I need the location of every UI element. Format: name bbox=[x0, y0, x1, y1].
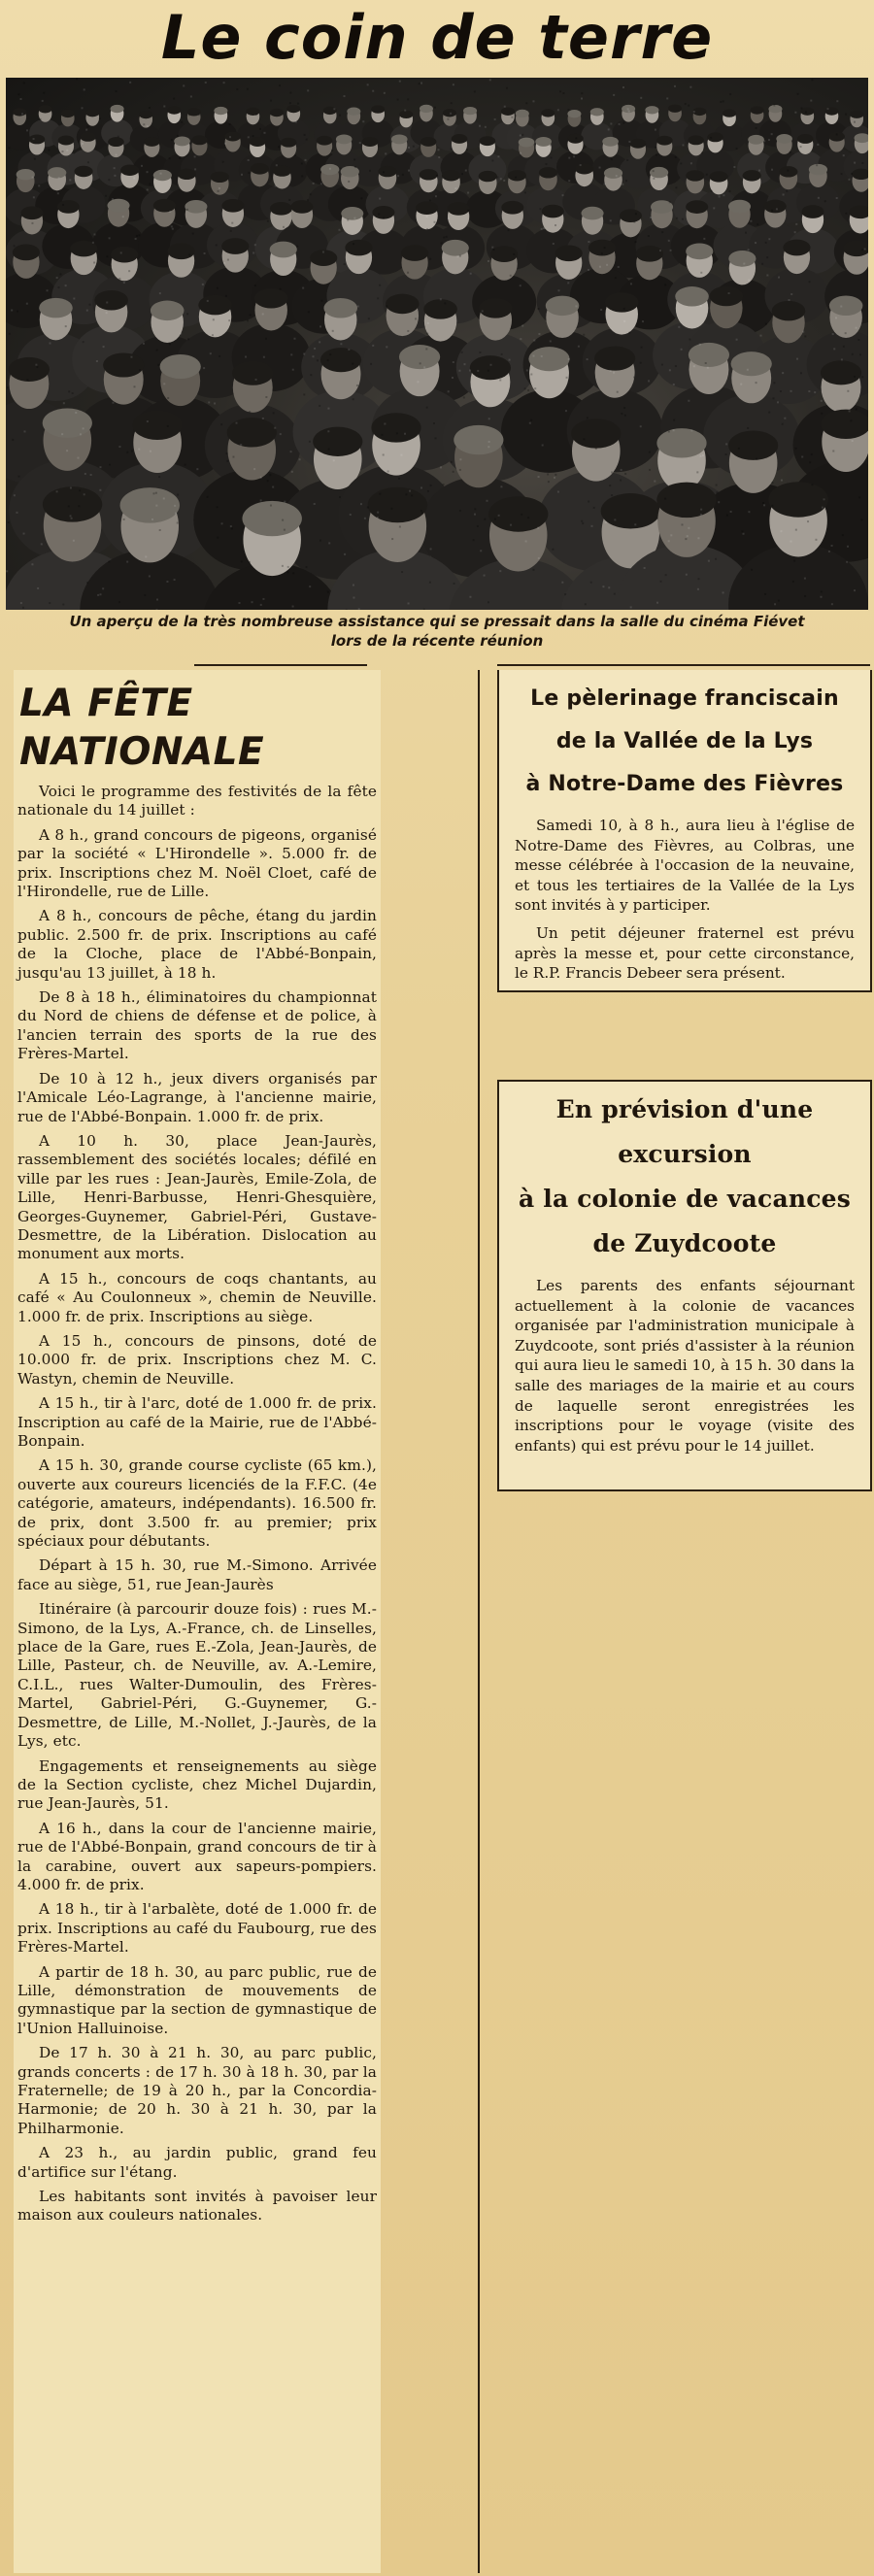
article-paragraph: A 8 h., concours de pêche, étang du jardin public. 2.500 fr. de prix. Inscriptions au café de la Cloche, place de l'Abbé-Bonpain, jusqu'au 13 juillet, à 18 h. bbox=[17, 907, 377, 982]
excursion-title-line-2: à la colonie de vacances bbox=[518, 1185, 852, 1213]
article-paragraph: A partir de 18 h. 30, au parc public, rue de Lille, démonstration de mouvements de gymnastique par la section de gymnastique de l'Union Halluinoise. bbox=[17, 1962, 377, 2037]
article-paragraph: A 15 h., concours de coqs chantants, au café « Au Coulonneux », chemin de Neuville. 1.000 fr. de prix. Inscriptions au siège. bbox=[17, 1269, 377, 1325]
article-paragraph: Départ à 15 h. 30, rue M.-Simono. Arrivée face au siège, 51, rue Jean-Jaurès bbox=[17, 1556, 377, 1593]
article-paragraph: De 8 à 18 h., éliminatoires du championnat du Nord de chiens de défense et de police, à l'ancien terrain des sports de la rue des Frères-Martel. bbox=[17, 988, 377, 1063]
column-divider bbox=[478, 670, 480, 2573]
article-paragraph: Un petit déjeuner fraternel est prévu après la messe et, pour cette circonstance, le R.P. Francis Debeer sera présent. bbox=[515, 923, 855, 983]
pelerinage-title-line-2: de la Vallée de la Lys bbox=[555, 729, 814, 753]
fete-nationale-title: LA FÊTE NATIONALE bbox=[19, 682, 265, 774]
excursion-title-line-1: En prévision d'une excursion bbox=[555, 1095, 814, 1168]
photo-caption-line-1: Un aperçu de la très nombreuse assistance qui se pressait dans la salle du cinéma Fiévet bbox=[69, 613, 805, 630]
pelerinage-title-line-3: à Notre-Dame des Fièvres bbox=[525, 772, 844, 796]
article-paragraph: Voici le programme des festivités de la fête nationale du 14 juillet : bbox=[17, 783, 377, 820]
article-paragraph: Les habitants sont invités à pavoiser leur maison aux couleurs nationales. bbox=[17, 2188, 377, 2225]
article-paragraph: A 15 h., tir à l'arc, doté de 1.000 fr. de prix. Inscription au café de la Mairie, rue de l'Abbé-Bonpain. bbox=[17, 1394, 377, 1450]
article-paragraph: Engagements et renseignements au siège de la Section cycliste, chez Michel Dujardin, rue Jean-Jaurès, 51. bbox=[17, 1756, 377, 1813]
article-paragraph: De 10 à 12 h., jeux divers organisés par l'Amicale Léo-Lagrange, à l'ancienne mairie, rue de l'Abbé-Bonpain. 1.000 fr. de prix. bbox=[17, 1069, 377, 1125]
article-paragraph: A 10 h. 30, place Jean-Jaurès, rassemblement des sociétés locales; défilé en ville par les rues : Jean-Jaurès, Emile-Zola, de Lille, Henri-Barbusse, Henri-Ghesquière, Georges-Guynemer, Gabriel-Péri, Gustave-Desmettre, de la Libération. Dislocation au monument aux morts. bbox=[17, 1131, 377, 1263]
article-paragraph: A 15 h. 30, grande course cycliste (65 km.), ouverte aux coureurs licenciés de la F.F.C. (4e catégorie, amateurs, indépendants). 16.500 fr. de prix, dont 3.500 fr. au premier; prix spéciaux pour débutants. bbox=[17, 1456, 377, 1551]
pelerinage-article bbox=[497, 670, 872, 992]
article-paragraph: A 23 h., au jardin public, grand feu d'artifice sur l'étang. bbox=[17, 2144, 377, 2181]
photo-caption-line-2: lors de la récente réunion bbox=[330, 632, 544, 650]
article-paragraph: Les parents des enfants séjournant actuellement à la colonie de vacances organisée par l'administration municipale à Zuydcoote, sont priés d'assister à la réunion qui aura lieu le samedi 10, à 15 h. 30 dans la salle des mariages de la mairie et au cours de laquelle seront enregistrées les inscriptions pour le voyage (visite des enfants) qui est prévu pour le 14 juillet. bbox=[515, 1277, 855, 1455]
divider bbox=[497, 664, 870, 666]
article-paragraph: A 16 h., dans la cour de l'ancienne mairie, rue de l'Abbé-Bonpain, grand concours de tir à la carabine, ouvert aux sapeurs-pompiers. 4.000 fr. de prix. bbox=[17, 1819, 377, 1893]
article-paragraph: A 8 h., grand concours de pigeons, organisé par la société « L'Hirondelle ». 5.000 fr. de prix. Inscriptions chez M. Noël Cloet, café de l'Hirondelle, rue de Lille. bbox=[17, 825, 377, 901]
article-paragraph: A 18 h., tir à l'arbalète, doté de 1.000 fr. de prix. Inscriptions au café du Faubourg, rue des Frères-Martel. bbox=[17, 1900, 377, 1957]
article-paragraph: Itinéraire (à parcourir douze fois) : rues M.-Simono, de la Lys, A.-France, ch. de Linselles, place de la Gare, rues E.-Zola, Jean-Jaurès, de Lille, Pasteur, ch. de Neuville, av. A.-Lemire, C.I.L., rues Walter-Dumoulin, des Frères-Martel, Gabriel-Péri, G.-Guynemer, G.-Desmettre, de Lille, M.-Nollet, J.-Jaurès, de la Lys, etc. bbox=[17, 1600, 377, 1751]
audience-photo bbox=[6, 78, 868, 610]
photo-caption bbox=[39, 612, 835, 651]
article-paragraph: De 17 h. 30 à 21 h. 30, au parc public, grands concerts : de 17 h. 30 à 18 h. 30, par la Fraternelle; de 19 à 20 h., par la Concordia-Harmonie; de 20 h. 30 à 21 h. 30, par la Philharmonie. bbox=[17, 2044, 377, 2137]
excursion-title-line-3: de Zuydcoote bbox=[592, 1229, 777, 1257]
article-paragraph: A 15 h., concours de pinsons, doté de 10.000 fr. de prix. Inscriptions chez M. C. Wastyn, chemin de Neuville. bbox=[17, 1331, 377, 1388]
fete-nationale-article bbox=[14, 670, 381, 2573]
pelerinage-title-line-1: Le pèlerinage franciscain bbox=[530, 686, 839, 711]
article-paragraph: Samedi 10, à 8 h., aura lieu à l'église de Notre-Dame des Fièvres, au Colbras, une messe célébrée à l'occasion de la neuvaine, et tous les tertiaires de la Vallée de la Lys sont invités à y participer. bbox=[515, 817, 855, 915]
headline: Le coin de terre bbox=[160, 2, 714, 73]
audience-photo-image bbox=[6, 78, 868, 610]
excursion-article bbox=[497, 1080, 872, 1491]
fete-nationale-body bbox=[14, 783, 381, 2225]
divider bbox=[194, 664, 367, 666]
